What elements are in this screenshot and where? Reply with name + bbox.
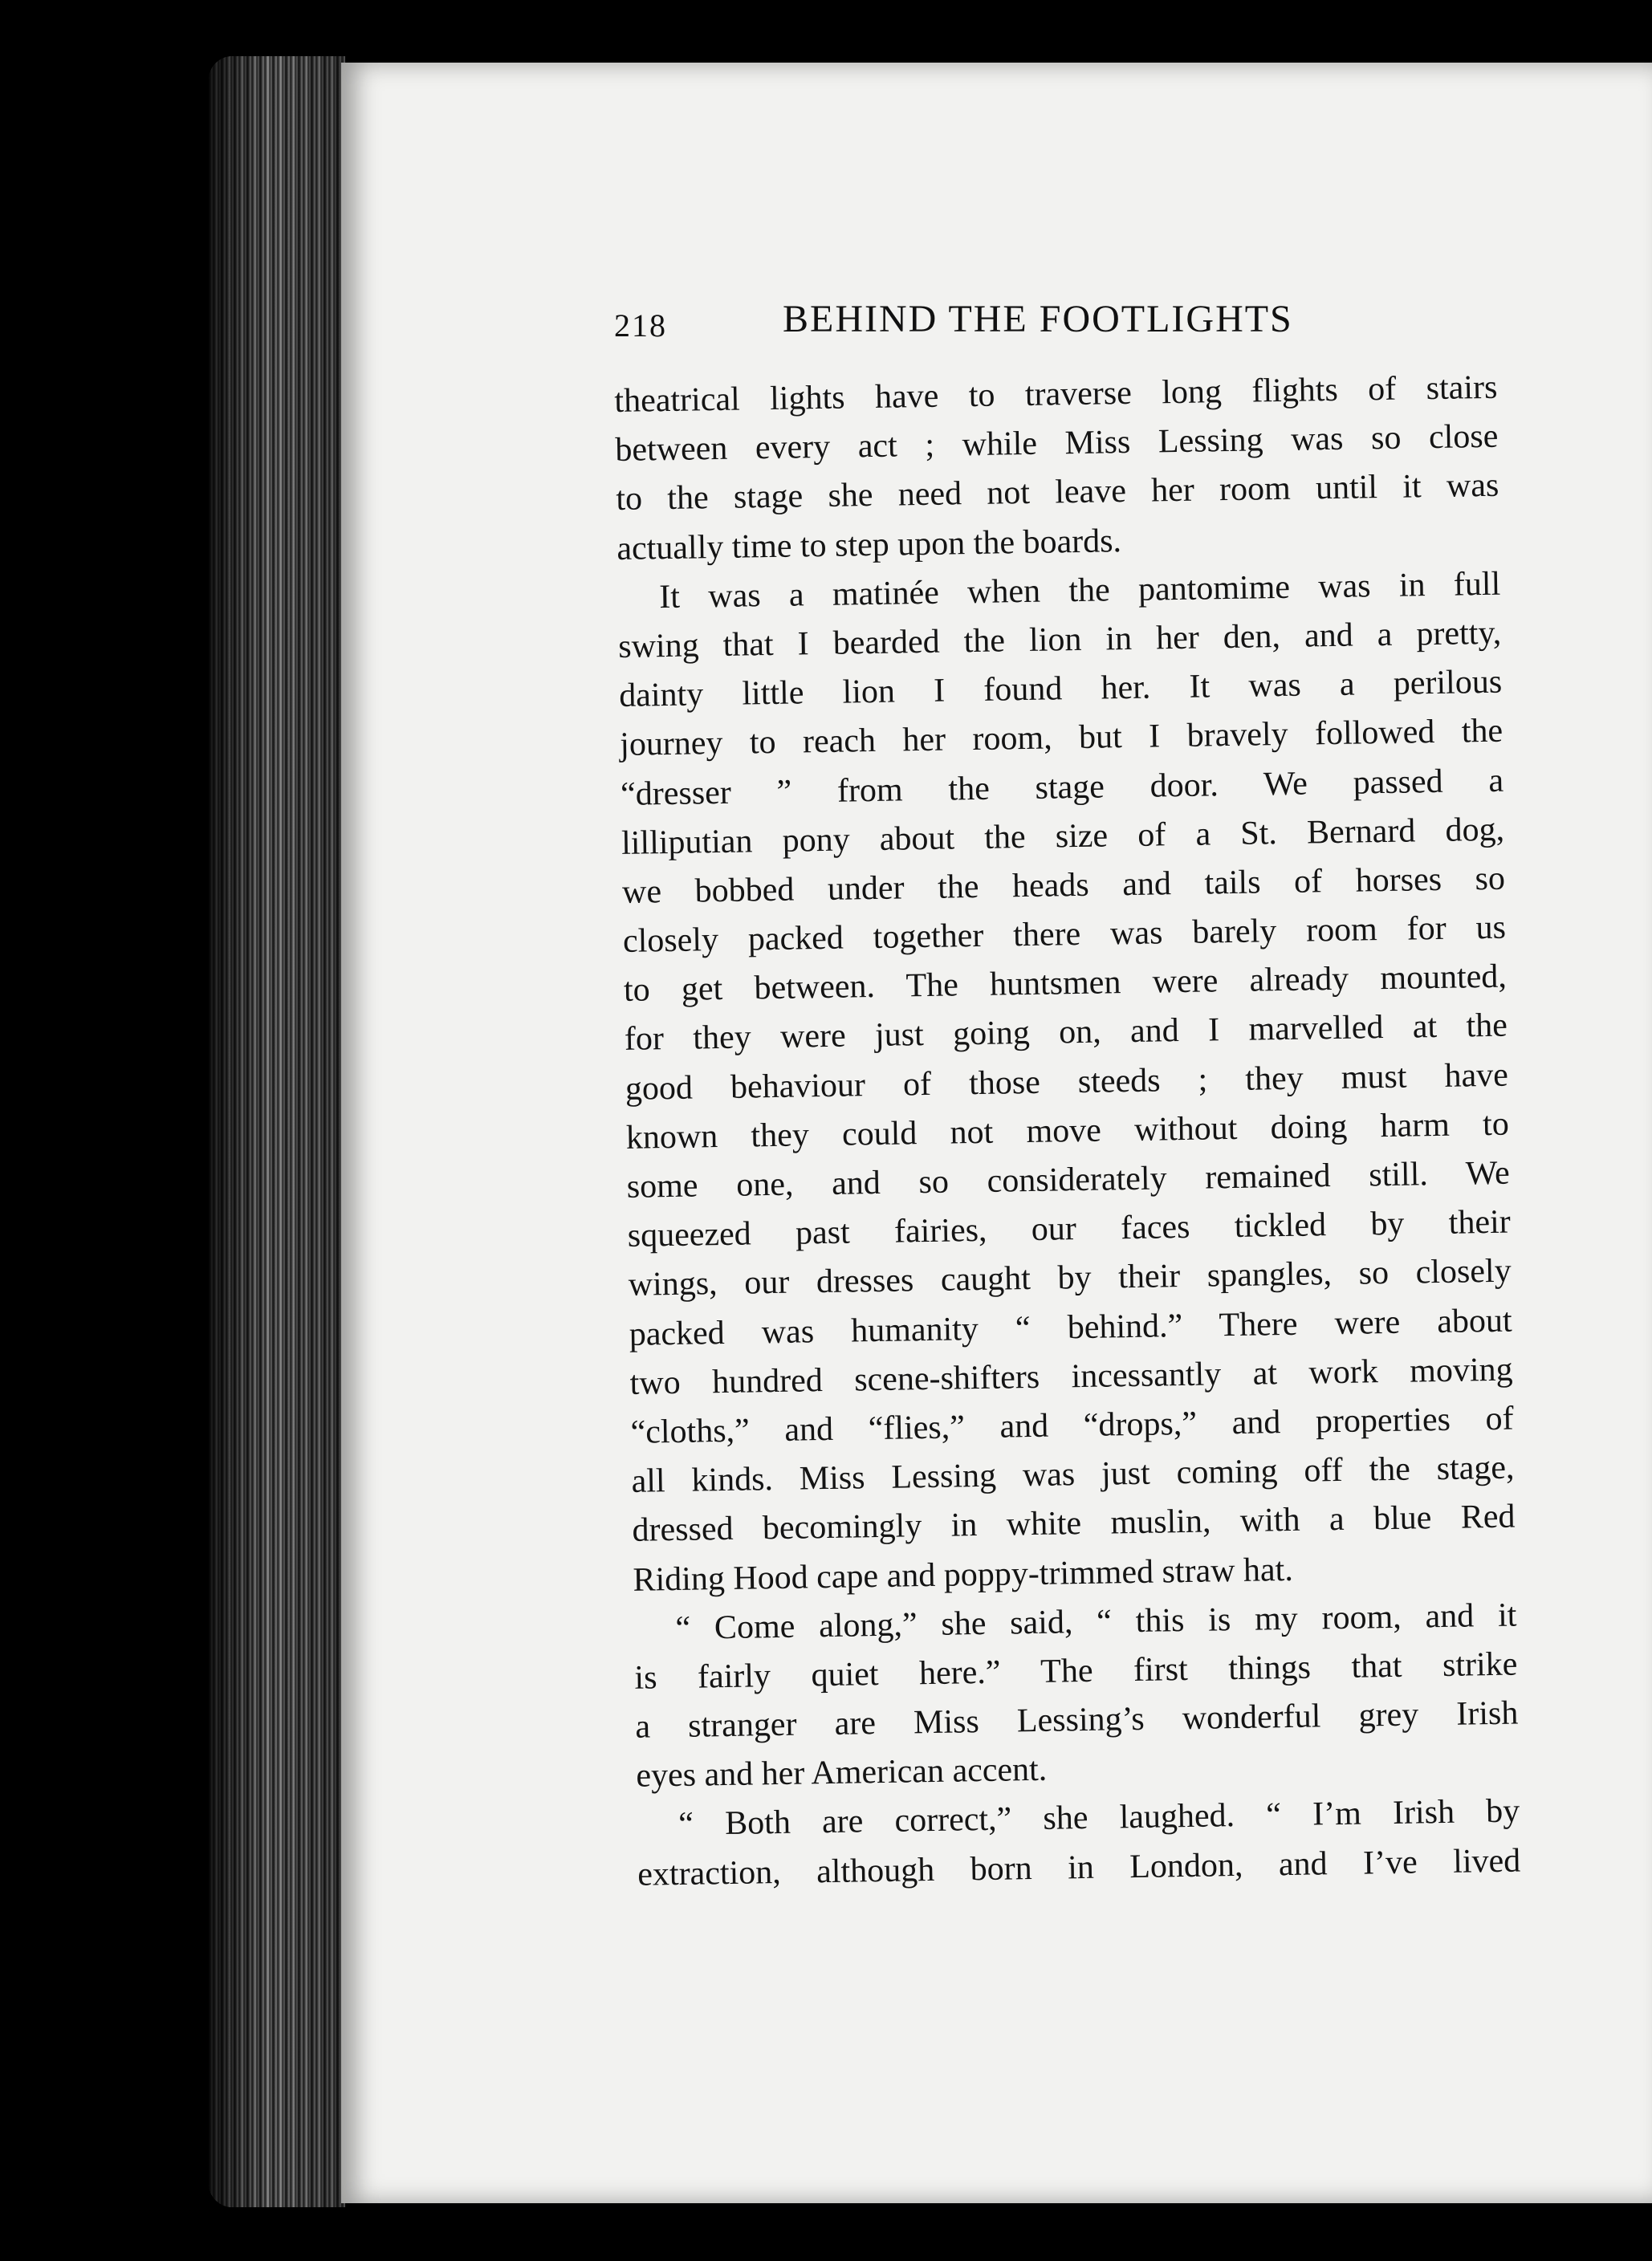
text-line: good behaviour of those steeds ; they must have [625, 1056, 1509, 1108]
text-line: “ Come along,” she said, “ this is my room, and it [675, 1596, 1517, 1647]
text-line: Riding Hood cape and poppy-trimmed straw hat. [633, 1551, 1294, 1599]
text-line: theatrical lights have to traverse long flights of stairs [614, 368, 1498, 420]
text-line: wings, our dresses caught by their spangles, so closely [628, 1252, 1512, 1304]
text-line: for they were just going on, and I marvelled at the [624, 1007, 1508, 1059]
text-line: a stranger are Miss Lessing’s wonderful grey Irish [635, 1694, 1519, 1746]
text-line: eyes and her American accent. [636, 1751, 1048, 1795]
text-line: swing that I bearded the lion in her den, and a pretty, [617, 614, 1502, 665]
text-line: known they could not move without doing harm to [625, 1105, 1510, 1157]
text-line: “ Both are correct,” she laughed. “ I’m Irish by [677, 1792, 1520, 1844]
body-text [614, 364, 1521, 1900]
text-line: to get between. The huntsmen were already mounted, [623, 958, 1508, 1010]
text-line: “cloths,” and “flies,” and “drops,” and properties of [630, 1400, 1514, 1451]
text-line: dainty little lion I found her. It was a perilous [618, 663, 1503, 715]
text-line: to the stage she need not leave her room until it was [616, 467, 1499, 518]
text-line: squeezed past fairies, our faces tickled by their [627, 1203, 1512, 1255]
text-line: lilliputian pony about the size of a St. Bernard dog, [621, 811, 1505, 862]
text-line: journey to reach her room, but I bravely followed the [619, 712, 1503, 764]
page-edges-shadow [209, 56, 345, 2207]
text-line: dressed becomingly in white muslin, with a blue Red [632, 1498, 1516, 1550]
text-line: between every act ; while Miss Lessing was so close [615, 417, 1499, 470]
text-line: is fairly quiet here.” The first things that strike [634, 1645, 1518, 1697]
page-number: 218 [614, 307, 667, 344]
text-line: actually time to step upon the boards. [616, 522, 1122, 567]
text-line: It was a matinée when the pantomime was in full [658, 565, 1501, 616]
text-line: packed was humanity “ behind.” There were about [629, 1302, 1512, 1353]
text-line: all kinds. Miss Lessing was just coming off the stage, [631, 1449, 1515, 1500]
text-line: we bobbed under the heads and tails of horses so [621, 860, 1506, 911]
text-line: extraction, although born in London, and I’ve lived [637, 1842, 1521, 1893]
text-line: some one, and so considerately remained still. We [626, 1154, 1511, 1206]
running-head [614, 297, 1417, 353]
text-line: closely packed together there was barely room for us [622, 909, 1507, 960]
running-title: BEHIND THE FOOTLIGHTS [783, 298, 1293, 340]
text-line: “dresser ” from the stage door. We passed a [620, 762, 1504, 813]
text-line: two hundred scene-shifters incessantly at work moving [629, 1351, 1513, 1402]
